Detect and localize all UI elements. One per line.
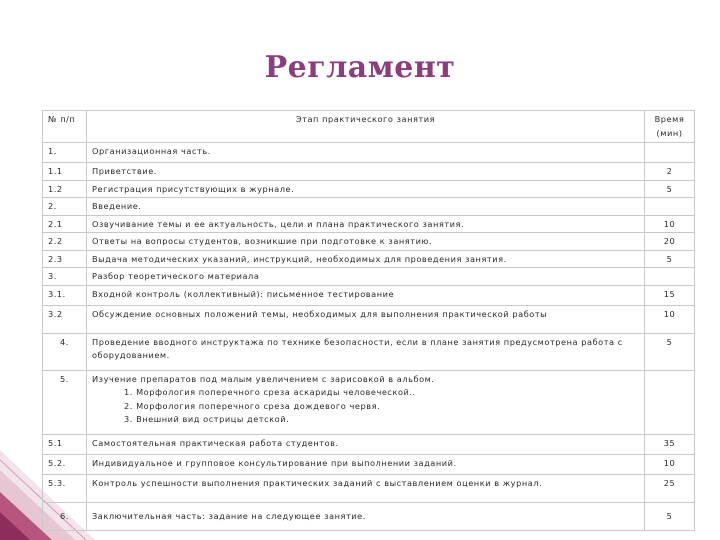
row-num: 1. [43,143,87,163]
row-stage: Регистрация присутствующих в журнале. [87,180,645,198]
row-num: 3.2 [43,305,87,333]
page-title: Регламент [264,50,456,85]
row-stage: Обсуждение основных положений темы, необходимых для выполнения практической работы [87,305,645,333]
row-num: 5.2. [43,454,87,474]
schedule-table [42,110,695,531]
row-time: 10 [645,305,695,333]
row-num: 5.3. [43,474,87,502]
row-time: 25 [645,474,695,502]
row-stage: Самостоятельная практическая работа студентов. [87,434,645,454]
table-row [43,198,695,216]
row-stage: Входной контроль (коллективный): письменное тестирование [87,285,645,305]
list-item: 3. Внешний вид острицы детской. [124,414,290,424]
row-time: 5 [645,333,695,370]
header-time-line2: (мин) [656,127,683,138]
row-num: 1.2 [43,180,87,198]
list-item: 1. Морфология поперечного среза аскариды человеческой.. [124,387,416,397]
row-time: 5 [645,180,695,198]
header-time [645,111,695,143]
row-num: 4. [43,333,87,370]
row-time [645,198,695,216]
table-row [43,268,695,286]
table-row [43,305,695,333]
row-stage: Изучение препаратов под малым увеличением с зарисовкой в альбом. [92,373,435,384]
row-time: 15 [645,285,695,305]
table-row [43,143,695,163]
row-time: 20 [645,233,695,251]
table-row [43,434,695,454]
row-stage: Введение. [87,198,645,216]
row-time: 10 [645,454,695,474]
row-num: 2.1 [43,215,87,233]
row-num: 5.1 [43,434,87,454]
table-row [43,333,695,370]
row-stage: Озвучивание темы и ее актуальность, цели и плана практического занятия. [87,215,645,233]
row-time [645,268,695,286]
row-stage: Приветствие. [87,163,645,181]
row-num: 3.1. [43,285,87,305]
row-num: 5. [43,370,87,434]
table-row [43,474,695,502]
row-stage: Индивидуальное и групповое консультирование при выполнении заданий. [87,454,645,474]
table-row [43,163,695,181]
row-stage: Заключительная часть: задание на следующее занятие. [87,502,645,530]
table-row [43,233,695,251]
table-row [43,285,695,305]
table-row [43,502,695,530]
row-stage-cell [87,370,645,434]
row-stage: Ответы на вопросы студентов, возникшие при подготовке к занятию. [87,233,645,251]
row-num: 1.1 [43,163,87,181]
table-row [43,180,695,198]
header-stage: Этап практического занятия [87,111,645,143]
list-item: 2. Морфология поперечного среза дождевого червя. [124,400,381,411]
row-time: 5 [645,250,695,268]
row-num: 2.2 [43,233,87,251]
table-row [43,250,695,268]
header-time-line1: Время [654,114,685,124]
row-stage: Организационная часть. [87,143,645,163]
table-header-row [43,111,695,143]
row-num: 2.3 [43,250,87,268]
row-time [645,370,695,434]
row-num: 6. [43,502,87,530]
row-time [645,143,695,163]
row-time: 2 [645,163,695,181]
row-stage: Контроль успешности выполнения практических заданий с выставлением оценки в журнал. [87,474,645,502]
row-time: 5 [645,502,695,530]
row-num: 3. [43,268,87,286]
row-stage: Выдача методических указаний, инструкций, необходимых для проведения занятия. [87,250,645,268]
table-row [43,215,695,233]
row-time: 35 [645,434,695,454]
table-row [43,370,695,434]
row-time: 10 [645,215,695,233]
table-row [43,454,695,474]
row-num: 2. [43,198,87,216]
row-stage: Разбор теоретического материала [87,268,645,286]
header-num: № п/п [43,111,87,143]
row-stage: Проведение вводного инструктажа по технике безопасности, если в плане занятия предусмотрена работа с оборудованием. [87,333,645,370]
